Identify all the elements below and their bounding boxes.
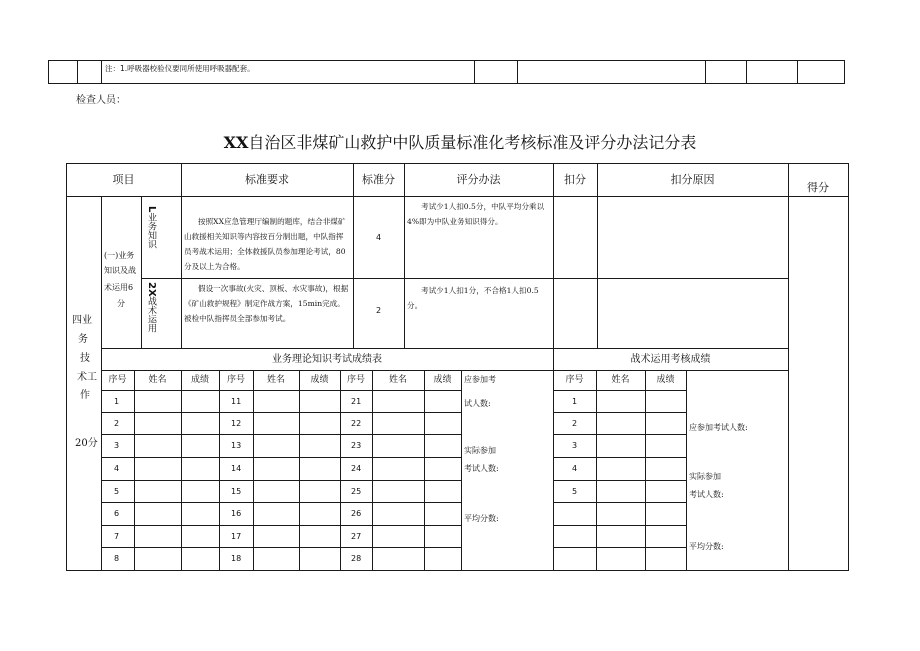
tactic-col-no: 序号 bbox=[565, 375, 584, 385]
header-item: 项目 bbox=[112, 173, 135, 186]
row1-method: 考试少1人扣0.5分，中队平均分乘以4%即为中队业务知识得分。 bbox=[407, 202, 545, 226]
theory-col-no-1: 序号 bbox=[108, 375, 127, 385]
subsection-line-1: (一)业务 bbox=[104, 251, 135, 260]
row2-requirement: 假设一次事故(火灾、顶板、水灾事故)，根据《矿山救护规程》制定作战方案，15min完成。被检中队指挥员全部参加考试。 bbox=[184, 284, 349, 323]
section-name-5: 作 bbox=[80, 390, 90, 401]
table-cell-no: 15 bbox=[231, 487, 242, 496]
title-prefix: XX bbox=[223, 133, 249, 152]
table-cell-no: 13 bbox=[231, 441, 242, 450]
table-cell-no: 5 bbox=[572, 487, 578, 496]
theory-col-score-2: 成绩 bbox=[310, 375, 329, 385]
row1-label bbox=[146, 206, 156, 248]
header-deduct: 扣分 bbox=[564, 173, 586, 186]
theory-average: 平均分数: bbox=[464, 514, 499, 523]
table-cell-no: 1 bbox=[114, 397, 120, 406]
table-cell-no: 12 bbox=[231, 419, 242, 428]
tactic-actual-2: 考试人数: bbox=[689, 490, 724, 499]
table-cell-no: 3 bbox=[114, 441, 120, 450]
table-cell-no: 3 bbox=[572, 441, 578, 450]
table-cell-no: 2 bbox=[114, 419, 120, 428]
theory-col-name-2: 姓名 bbox=[266, 375, 285, 385]
table-cell-no: 17 bbox=[231, 532, 242, 541]
table-cell-no: 25 bbox=[351, 487, 362, 496]
theory-actual-2: 考试人数: bbox=[464, 464, 499, 473]
tactic-should: 应参加考试人数: bbox=[689, 423, 748, 432]
table-cell-no: 23 bbox=[351, 441, 362, 450]
table-cell-no: 27 bbox=[351, 532, 362, 541]
row2-label-text: 战术运用 bbox=[146, 296, 156, 333]
theory-col-score-1: 成绩 bbox=[190, 375, 209, 385]
row2-label bbox=[146, 282, 156, 333]
header-standard-score: 标准分 bbox=[362, 173, 395, 186]
table-cell-no: 21 bbox=[351, 397, 362, 406]
theory-should-2: 试人数: bbox=[464, 399, 491, 408]
top-note: 注：1.呼吸器校验仪要同所使用呼吸器配套。 bbox=[105, 64, 255, 73]
table-cell-no: 24 bbox=[351, 464, 362, 473]
row1-requirement: 按照XX应急管理厅编制的题库，结合非煤矿山救援相关知识等内容按百分制出题，中队指挥员考战术运用；全体救援队员参加理论考试，80分及以上为合格。 bbox=[184, 217, 346, 271]
header-method: 评分办法 bbox=[456, 173, 501, 186]
section-points: 20分 bbox=[75, 438, 98, 449]
table-cell-no: 8 bbox=[114, 554, 120, 563]
section-name-1: 四业 bbox=[72, 315, 92, 326]
tactic-table-title: 战术运用考核成绩 bbox=[630, 354, 711, 365]
header-standard: 标准要求 bbox=[245, 173, 289, 186]
theory-col-no-3: 序号 bbox=[346, 375, 365, 385]
tactic-col-score: 成绩 bbox=[656, 375, 675, 385]
table-cell-no: 4 bbox=[572, 464, 578, 473]
table-cell-no: 5 bbox=[114, 487, 120, 496]
tactic-actual-1: 实际参加 bbox=[689, 472, 721, 481]
table-cell-no: 28 bbox=[351, 554, 362, 563]
row1-code: L bbox=[146, 206, 157, 213]
row1-label-text: 业务知识 bbox=[146, 212, 156, 249]
page-title bbox=[60, 130, 860, 153]
subsection-line-2: 知识及战 bbox=[104, 266, 136, 275]
table-cell-no: 22 bbox=[351, 419, 362, 428]
table-cell-no: 4 bbox=[114, 464, 120, 473]
theory-col-no-2: 序号 bbox=[226, 375, 245, 385]
tactic-col-name: 姓名 bbox=[611, 375, 630, 385]
header-reason: 扣分原因 bbox=[670, 173, 715, 186]
row2-standard-score: 2 bbox=[375, 306, 382, 315]
table-cell-no: 2 bbox=[572, 419, 578, 428]
theory-should-1: 应参加考 bbox=[464, 375, 496, 384]
row1-standard-score: 4 bbox=[375, 233, 382, 242]
theory-table-title: 业务理论知识考试成绩表 bbox=[272, 354, 382, 365]
theory-col-score-3: 成绩 bbox=[433, 375, 452, 385]
table-cell-no: 6 bbox=[114, 509, 120, 518]
subsection-line-4: 分 bbox=[117, 299, 125, 308]
row2-code: 2X bbox=[146, 282, 157, 297]
table-cell-no: 11 bbox=[231, 397, 242, 406]
title-text: 自治区非煤矿山救护中队质量标准化考核标准及评分办法记分表 bbox=[248, 133, 697, 152]
section-name-2: 务 bbox=[78, 334, 88, 345]
table-cell-no: 18 bbox=[231, 554, 242, 563]
table-cell-no: 26 bbox=[351, 509, 362, 518]
section-name-4: 术工 bbox=[77, 372, 97, 383]
table-cell-no: 1 bbox=[572, 397, 578, 406]
theory-col-name-3: 姓名 bbox=[388, 375, 407, 385]
theory-actual-1: 实际参加 bbox=[464, 446, 496, 455]
subsection-line-3: 术运用6 bbox=[104, 283, 134, 292]
inspector-label: 检查人员： bbox=[76, 95, 126, 106]
row2-method: 考试少1人扣1分，不合格1人扣0.5分。 bbox=[407, 286, 539, 310]
table-cell-no: 14 bbox=[231, 464, 242, 473]
tactic-average: 平均分数: bbox=[689, 542, 724, 551]
header-score: 得分 bbox=[807, 181, 829, 194]
theory-col-name-1: 姓名 bbox=[148, 375, 167, 385]
section-name-3: 技 bbox=[80, 353, 90, 364]
table-cell-no: 7 bbox=[114, 532, 120, 541]
table-cell-no: 16 bbox=[231, 509, 242, 518]
